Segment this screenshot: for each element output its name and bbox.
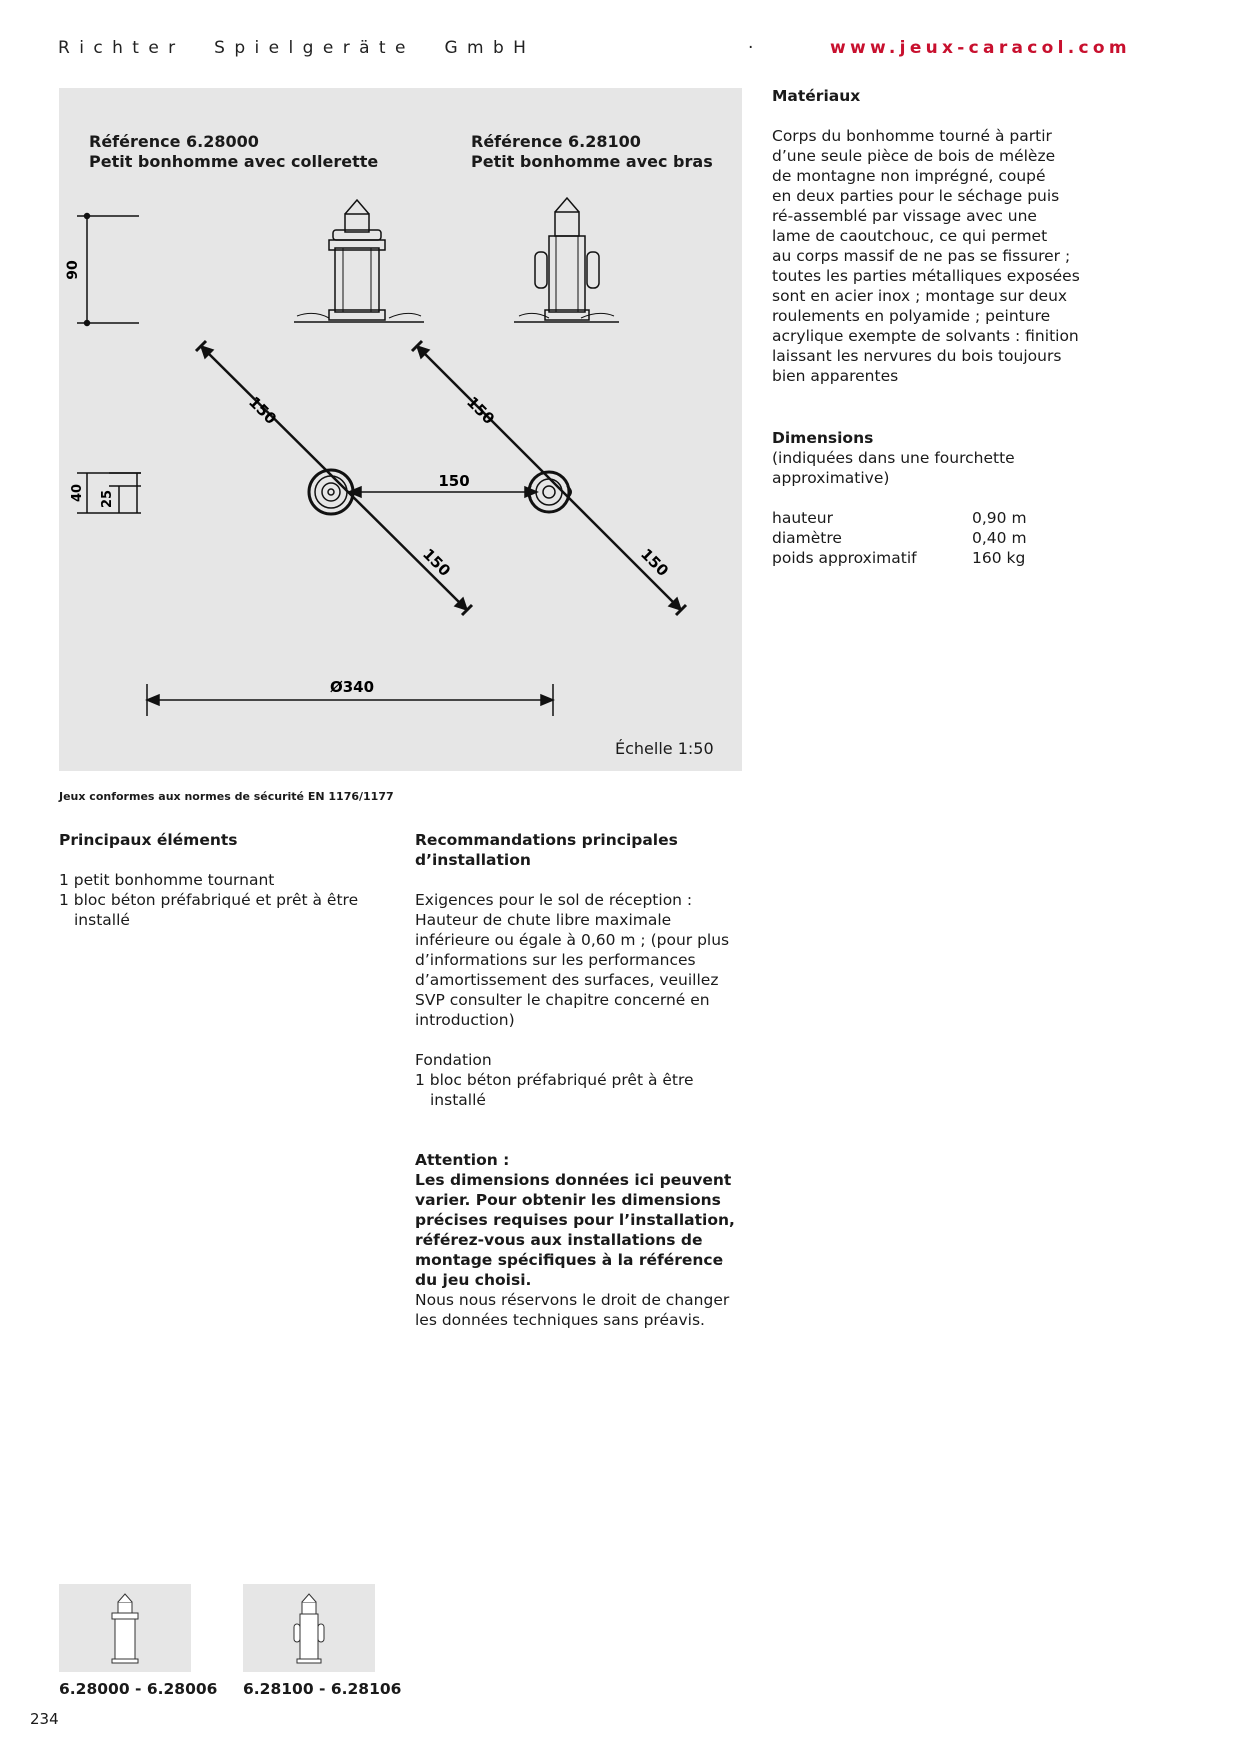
ground-line: d’informations sur les performances bbox=[415, 951, 696, 969]
ref1-name: Petit bonhomme avec collerette bbox=[89, 152, 379, 171]
attention-line: montage spécifiques à la référence bbox=[415, 1251, 724, 1269]
notice-line: les données techniques sans préavis. bbox=[415, 1311, 705, 1329]
materials-line: toutes les parties métalliques exposées bbox=[772, 267, 1080, 285]
attention-line: Les dimensions données ici peuvent bbox=[415, 1171, 732, 1189]
dim-height-label: 90 bbox=[65, 260, 81, 280]
installation-section bbox=[415, 830, 745, 1330]
foundation-item: 1 bloc béton préfabriqué prêt à être installé bbox=[415, 1071, 694, 1109]
dim-arm2-lower-label: 150 bbox=[637, 545, 672, 580]
notice-block bbox=[415, 1290, 745, 1330]
dim-spacing-label: 150 bbox=[438, 472, 470, 490]
materials-line: de montagne non imprégné, coupé bbox=[772, 167, 1046, 185]
company-name: Richter Spielgeräte GmbH bbox=[58, 38, 536, 58]
dimensions-subtitle-line: approximative) bbox=[772, 469, 890, 487]
attention-line: précises requises pour l’installation, bbox=[415, 1211, 735, 1229]
dimension-label: poids approximatif bbox=[772, 549, 917, 567]
technical-drawing bbox=[59, 88, 742, 771]
dim-foundation-total-label: 40 bbox=[70, 483, 85, 503]
materials-line: lame de caoutchouc, ce qui permet bbox=[772, 227, 1048, 245]
drawing-svg bbox=[59, 88, 742, 771]
dim-diameter-label: Ø340 bbox=[329, 678, 375, 696]
figure-arms-elevation bbox=[514, 198, 619, 322]
dimension-value: 0,90 m bbox=[972, 509, 1027, 527]
ground-line: Exigences pour le sol de réception : bbox=[415, 891, 693, 909]
notice-line: Nous nous réservons le droit de changer bbox=[415, 1291, 730, 1309]
element-item: 1 petit bonhomme tournant bbox=[59, 871, 275, 889]
attention-line: Attention : bbox=[415, 1151, 510, 1169]
materials-line: ré-assemblé par vissage avec une bbox=[772, 207, 1037, 225]
dimensions-title: Dimensions bbox=[772, 429, 874, 447]
dimensions-table bbox=[772, 508, 1102, 568]
materials-line: en deux parties pour le séchage puis bbox=[772, 187, 1060, 205]
ref1-number: Référence 6.28000 bbox=[89, 132, 259, 151]
dim-point bbox=[85, 321, 90, 326]
dimensions-row bbox=[772, 548, 1102, 568]
website-link[interactable]: www.jeux-caracol.com bbox=[830, 38, 1131, 58]
materials-section bbox=[772, 86, 1102, 386]
thumbnail-collar[interactable] bbox=[59, 1584, 191, 1672]
dim-point bbox=[85, 214, 90, 219]
ground-line: introduction) bbox=[415, 1011, 515, 1029]
dim-arm1-upper-label: 150 bbox=[245, 393, 280, 428]
dim-foundation-part-label: 25 bbox=[100, 489, 115, 509]
plan-figure-1 bbox=[309, 470, 353, 514]
dimensions-row bbox=[772, 528, 1102, 548]
norms-note: Jeux conformes aux normes de sécurité EN 1176/1177 bbox=[59, 790, 394, 803]
header-separator: · bbox=[748, 38, 754, 58]
dimensions-row bbox=[772, 508, 1102, 528]
ground-line: inférieure ou égale à 0,60 m ; (pour plus bbox=[415, 931, 730, 949]
ground-requirements bbox=[415, 890, 745, 1030]
figure-collar-elevation bbox=[294, 200, 424, 322]
installation-title-line: Recommandations principales bbox=[415, 831, 678, 849]
ground-line: d’amortissement des surfaces, veuillez bbox=[415, 971, 719, 989]
materials-line: au corps massif de ne pas se fissurer ; bbox=[772, 247, 1071, 265]
dimension-label: diamètre bbox=[772, 529, 842, 547]
foundation-title: Fondation bbox=[415, 1051, 492, 1069]
materials-line: laissant les nervures du bois toujours bbox=[772, 347, 1062, 365]
elements-list bbox=[59, 870, 389, 930]
dimension-value: 160 kg bbox=[972, 549, 1026, 567]
attention-line: varier. Pour obtenir les dimensions bbox=[415, 1191, 721, 1209]
materials-line: roulements en polyamide ; peinture bbox=[772, 307, 1051, 325]
dimension-label: hauteur bbox=[772, 509, 833, 527]
dimensions-subtitle-line: (indiquées dans une fourchette bbox=[772, 449, 1015, 467]
dim-arm2-upper-label: 150 bbox=[463, 393, 498, 428]
ref2-number: Référence 6.28100 bbox=[471, 132, 641, 151]
materials-line: bien apparentes bbox=[772, 367, 899, 385]
thumbnail-collar-label: 6.28000 - 6.28006 bbox=[59, 1680, 218, 1698]
element-item: 1 bloc béton préfabriqué et prêt à être installé bbox=[59, 891, 359, 929]
elements-section bbox=[59, 830, 389, 930]
diagonal-line-1 bbox=[201, 346, 470, 610]
materials-line: d’une seule pièce de bois de mélèze bbox=[772, 147, 1056, 165]
figure-collar-icon bbox=[59, 1584, 191, 1672]
materials-text bbox=[772, 126, 1102, 386]
thumbnail-arms-label: 6.28100 - 6.28106 bbox=[243, 1680, 402, 1698]
figure-arms-icon bbox=[243, 1584, 375, 1672]
ref2-name: Petit bonhomme avec bras bbox=[471, 152, 713, 171]
installation-title-line: d’installation bbox=[415, 851, 531, 869]
elements-title: Principaux éléments bbox=[59, 831, 238, 849]
dimensions-section bbox=[772, 428, 1102, 568]
dimension-value: 0,40 m bbox=[972, 529, 1027, 547]
ground-line: Hauteur de chute libre maximale bbox=[415, 911, 672, 929]
materials-line: acrylique exempte de solvants : finition bbox=[772, 327, 1079, 345]
materials-title: Matériaux bbox=[772, 87, 861, 105]
dim-arm1-lower-label: 150 bbox=[419, 545, 454, 580]
ground-line: SVP consulter le chapitre concerné en bbox=[415, 991, 710, 1009]
drawing-scale: Échelle 1:50 bbox=[615, 739, 714, 758]
attention-line: référez-vous aux installations de bbox=[415, 1231, 703, 1249]
materials-line: sont en acier inox ; montage sur deux bbox=[772, 287, 1068, 305]
attention-block bbox=[415, 1150, 745, 1290]
attention-line: du jeu choisi. bbox=[415, 1271, 532, 1289]
page-number: 234 bbox=[30, 1710, 59, 1728]
thumbnail-arms[interactable] bbox=[243, 1584, 375, 1672]
materials-line: Corps du bonhomme tourné à partir bbox=[772, 127, 1052, 145]
